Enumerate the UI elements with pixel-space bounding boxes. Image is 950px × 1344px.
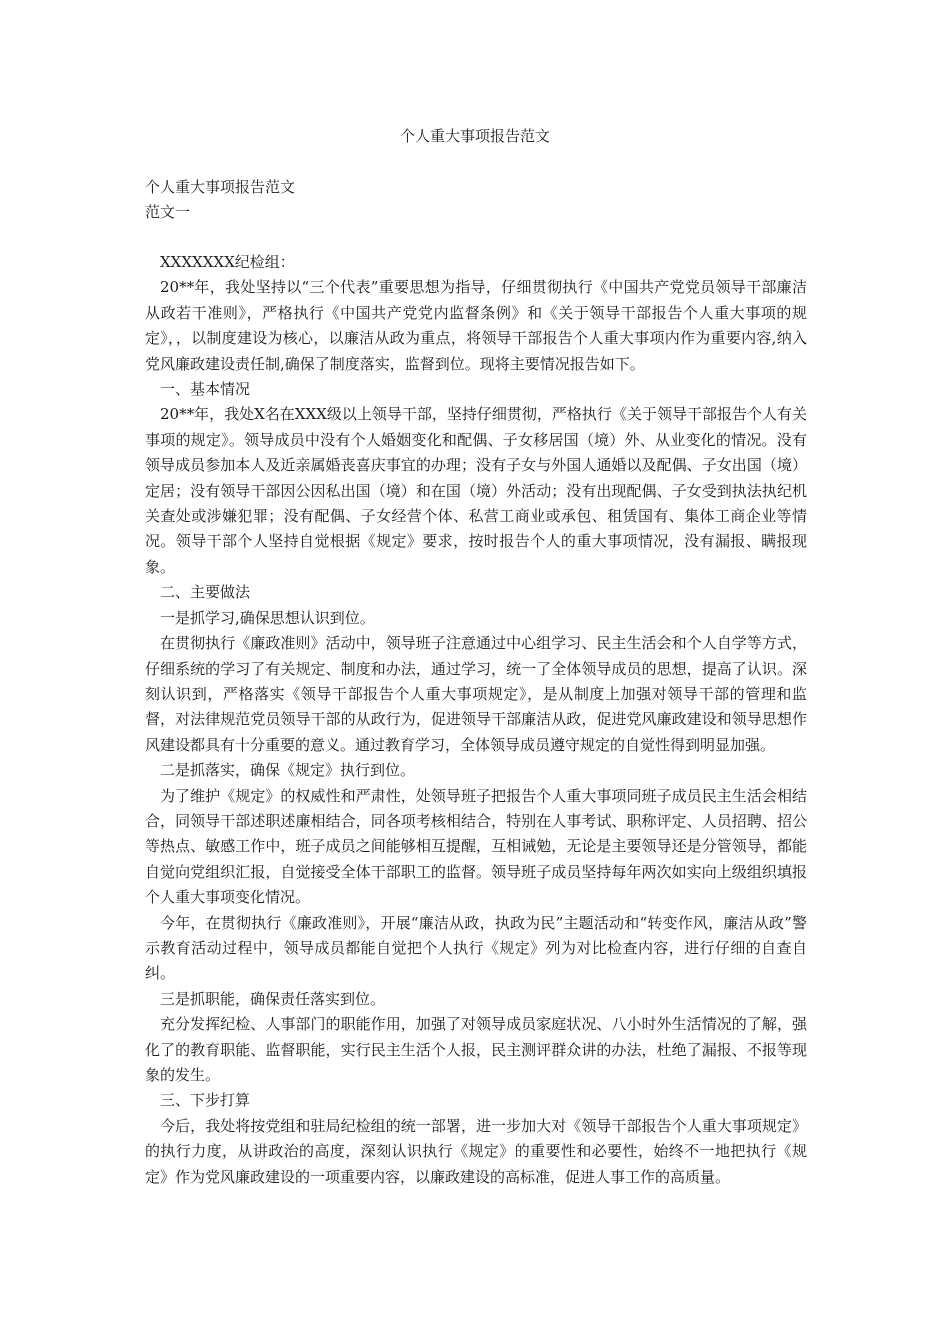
document-body <box>145 250 807 1190</box>
study-paragraph: 在贯彻执行《廉政准则》活动中，领导班子注意通过中心组学习、民主生活会和个人自学等方式，仔细系统的学习了有关规定、制度和办法，通过学习，统一了全体领导成员的思想，提高了认识。深刻认识到，严格落实《领导干部报告个人重大事项规定》，是从制度上加强对领导干部的管理和监督，对法律规范党员领导干部的从政行为，促进领导干部廉洁从政，促进党风廉政建设和领导思想作风建设都具有十分重要的意义。通过教育学习，全体领导成员遵守规定的自觉性得到明显加强。 <box>145 634 807 754</box>
heading-block <box>145 175 295 225</box>
implementation-paragraph: 为了维护《规定》的权威性和严肃性，处领导班子把报告个人重大事项同班子成员民主生活会相结合，同领导干部述职述廉相结合，同各项考核相结合，特别在人事考试、职称评定、人员招聘、招公等热点、敏感工作中，班子成员之间能够相互提醒，互相诫勉，无论是主要领导还是分管领导，都能自觉向党组织汇报，自觉接受全体干部职工的监督。领导班子成员坚持每年两次如实向上级组织填报个人重大事项变化情况。 <box>145 786 807 907</box>
section-heading-basic: 一、基本情况 <box>160 380 251 399</box>
functions-paragraph: 充分发挥纪检、人事部门的职能作用，加强了对领导成员家庭状况、八小时外生活情况的了解，强化了的教育职能、监督职能，实行民主生活个人报，民主测评群众讲的办法，杜绝了漏报、不报等现象的发生。 <box>145 1015 807 1084</box>
salutation: XXXXXXX纪检组： <box>160 253 295 271</box>
next-steps-paragraph: 今后，我处将按党组和驻局纪检组的统一部署，进一步加大对《领导干部报告个人重大事项规定》的执行力度，从讲政治的高度，深刻认识执行《规定》的重要性和必要性，始终不一地把执行《规定》作为党风廉政建设的一项重要内容，以廉政建设的高标准，促进人事工作的高质量。 <box>145 1116 807 1186</box>
document-subtitle: 个人重大事项报告范文 <box>145 178 296 196</box>
section-heading-next-steps: 三、下步打算 <box>160 1091 251 1110</box>
basic-situation-paragraph: 20**年，我处X名在XXX级以上领导干部，坚持仔细贯彻，严格执行《关于领导干部报告个人有关事项的规定》。领导成员中没有个人婚姻变化和配偶、子女移居国（境）外、从业变化的情况。没有领导成员参加本人及近亲属婚丧喜庆事宜的办理；没有子女与外国人通婚以及配偶、子女出国（境）定居；没有领导干部因公因私出国（境）和在国（境）外活动；没有出现配偶、子女受到执法执纪机关查处或涉嫌犯罪；没有配偶、子女经营个体、私营工商业或承包、租赁国有、集体工商企业等情况。领导干部个人坚持自觉根据《规定》要求，按时报告个人的重大事项情况，没有漏报、瞒报现象。 <box>145 405 807 576</box>
practice-heading-study: 一是抓学习,确保思想认识到位。 <box>160 608 375 627</box>
sample-label: 范文一 <box>145 203 191 221</box>
section-heading-practices: 二、主要做法 <box>160 583 251 602</box>
practice-heading-functions: 三是抓职能，确保责任落实到位。 <box>160 989 386 1008</box>
practice-heading-implementation: 二是抓落实，确保《规定》执行到位。 <box>160 761 416 780</box>
document-title: 个人重大事项报告范文 <box>399 127 550 145</box>
this-year-paragraph: 今年，在贯彻执行《廉政准则》，开展“廉洁从政，执政为民”主题活动和“转变作风，廉洁从政”警示教育活动过程中，领导成员都能自觉把个人执行《规定》列为对比检查内容，进行仔细的自查自纠。 <box>145 913 807 983</box>
intro-paragraph: 20**年，我处坚持以“三个代表”重要思想为指导，仔细贯彻执行《中国共产党党员领导干部廉洁从政若干准则》，严格执行《中国共产党党内监督条例》和《关于领导干部报告个人重大事项的规定》，，以制度建设为核心，以廉洁从政为重点，将领导干部报告个人重大事项内作为重要内容,纳入党风廉政建设责任制,确保了制度落实，监督到位。现将主要情况报告如下。 <box>145 278 807 373</box>
